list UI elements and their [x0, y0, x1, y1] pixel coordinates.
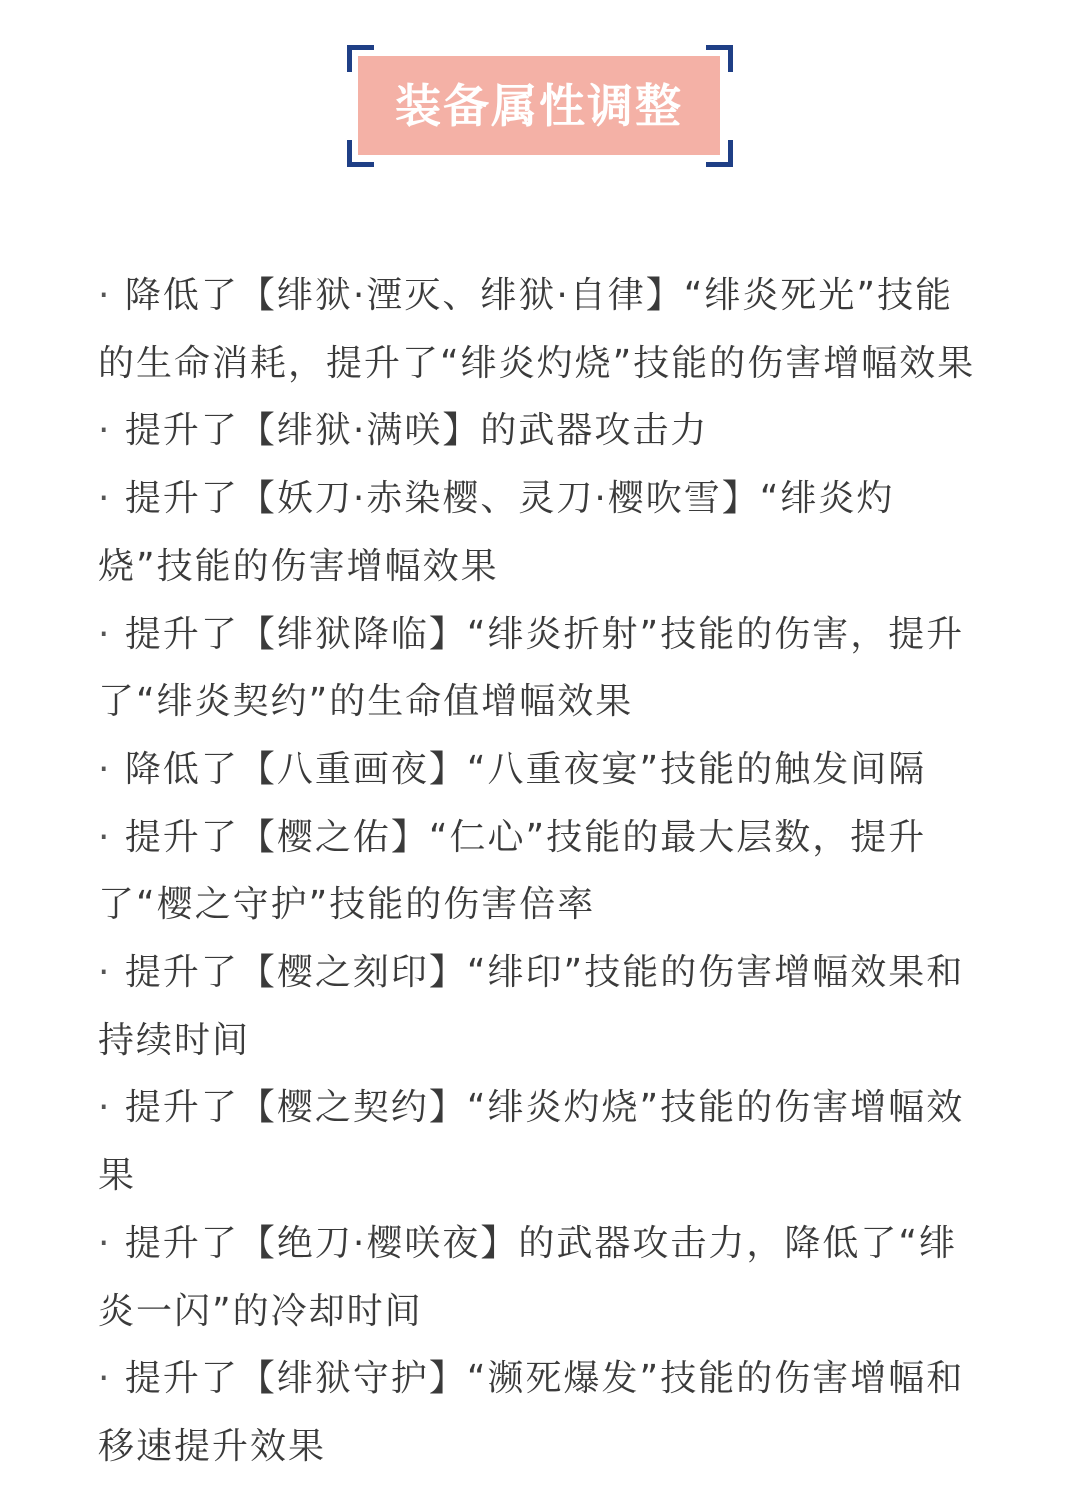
list-item	[98, 262, 988, 397]
item-line-1: 提升了【樱之佑】“仁心”技能的最大层数，提升	[111, 816, 927, 858]
bullet: ·	[98, 275, 112, 316]
item-line-1: 降低了【八重画夜】“八重夜宴”技能的触发间隔	[111, 748, 927, 790]
bullet: ·	[98, 478, 112, 520]
bullet: ·	[98, 816, 112, 858]
bullet: ·	[98, 1222, 112, 1264]
list-item	[98, 397, 988, 465]
bullet: ·	[98, 410, 112, 452]
section-header	[347, 45, 733, 167]
item-line-2: 了“樱之守护”技能的伤害倍率	[98, 884, 596, 926]
item-line-1: 提升了【绯狱守护】“濒死爆发”技能的伤害增幅和	[111, 1358, 965, 1400]
item-line-1: 提升了【樱之契约】“绯炎灼烧”技能的伤害增幅效	[111, 1087, 965, 1129]
bullet: ·	[98, 1087, 112, 1129]
bullet: ·	[98, 613, 112, 655]
bullet: ·	[98, 1358, 112, 1400]
item-line-2: 的生命消耗，提升了“绯炎灼烧”技能的伤害增幅效果	[98, 342, 976, 384]
list-item	[98, 601, 988, 736]
bullet: ·	[98, 952, 112, 994]
item-line-2: 果	[98, 1155, 137, 1197]
item-line-1: 提升了【绯狱降临】“绯炎折射”技能的伤害，提升	[111, 613, 965, 655]
list-item	[98, 1345, 988, 1480]
list-item	[98, 804, 988, 939]
item-line-2: 烧”技能的伤害增幅效果	[98, 545, 499, 587]
list-item	[98, 465, 988, 600]
item-line-1: 提升了【绯狱·满咲】的武器攻击力	[111, 410, 709, 452]
item-line-1: 提升了【樱之刻印】“绯印”技能的伤害增幅效果和	[111, 952, 965, 994]
change-list	[98, 262, 988, 1481]
title-banner	[358, 56, 720, 155]
item-line-2: 移速提升效果	[98, 1425, 327, 1467]
page-title: 装备属性调整	[395, 78, 683, 133]
item-line-2: 了“绯炎契约”的生命值增幅效果	[98, 681, 634, 723]
item-line-2: 持续时间	[98, 1019, 251, 1061]
list-item	[98, 939, 988, 1074]
list-item	[98, 1210, 988, 1345]
list-item	[98, 1074, 988, 1209]
item-line-1: 提升了【妖刀·赤染樱、灵刀·樱吹雪】“绯炎灼	[111, 478, 895, 520]
item-line-1: 提升了【绝刀·樱咲夜】的武器攻击力，降低了“绯	[111, 1222, 957, 1264]
item-line-1: 降低了【绯狱·湮灭、绯狱·自律】“绯炎死光”技能	[111, 275, 954, 316]
item-line-2: 炎一闪”的冷却时间	[98, 1290, 423, 1332]
list-item	[98, 736, 988, 804]
bullet: ·	[98, 748, 112, 790]
